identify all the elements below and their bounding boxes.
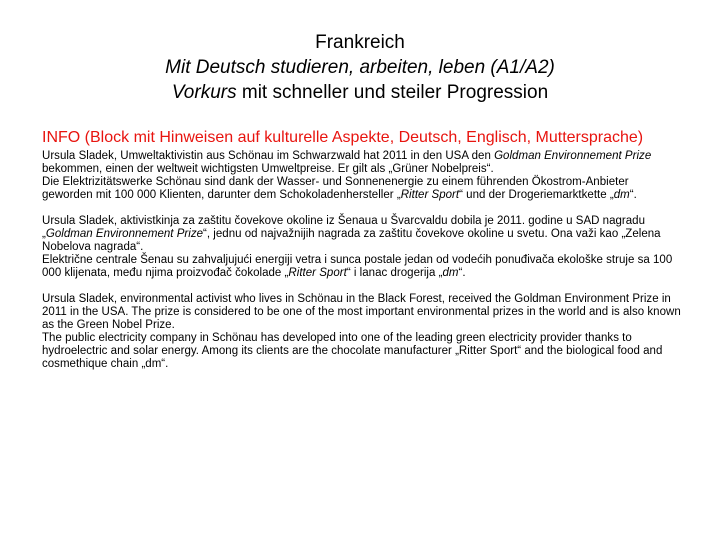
german-paragraph-1 <box>42 150 682 176</box>
text-run: “. <box>458 267 466 279</box>
text-run: “. <box>629 189 637 201</box>
brand-name: Ritter Sport <box>400 189 460 201</box>
text-run: bekommen, einen der weltweit wichtigsten Umweltpreise. Er gilt als „Grüner Nobelpreis“. <box>42 163 494 175</box>
subtitle-vorkurs: Vorkurs <box>171 82 237 103</box>
serbian-paragraph-1 <box>42 215 682 254</box>
brand-name: dm <box>442 267 459 279</box>
text-run: Ursula Sladek, aktivistkinja za zaštitu čovekove okoline iz Šenaua u Švarcvaldu dobila je 2011. godine u SAD nagradu „ <box>42 215 646 240</box>
prize-name: Goldman Environnement Prize <box>494 150 652 162</box>
german-paragraph-2 <box>42 176 682 202</box>
text-run: Die Elektrizitätswerke Schönau sind dank der Wasser- und Sonnenenergie zu einem führenden Ökostrom-Anbieter geworden mit 100 000 Klienten, darunter dem Schokoladenhersteller „ <box>42 176 629 201</box>
english-paragraph-1: Ursula Sladek, environmental activist who lives in Schönau in the Black Forest, received the Goldman Environment Prize in 2011 in the USA. The prize is considered to be one of the most important environmental prizes in the world and is also known as the Green Nobel Prize. <box>42 293 681 331</box>
serbian-paragraph-2 <box>42 254 682 280</box>
title-subtitle <box>40 80 680 105</box>
title-course-name: Mit Deutsch studieren, arbeiten, leben (A1/A2) <box>165 57 555 78</box>
title-country: Frankreich <box>315 32 405 53</box>
prize-name: Goldman Environnement Prize <box>45 228 204 240</box>
spacer <box>42 202 682 215</box>
text-run: Električne centrale Šenau su zahvaljujući energiji vetra i sunca postale jedan od vodećih ponuđivača ekološke struje sa 100 000 klijenata, među njima proizvođač čokolade „ <box>42 254 673 279</box>
brand-name: Ritter Sport <box>288 267 347 279</box>
title-block <box>40 30 680 105</box>
info-heading: INFO (Block mit Hinweisen auf kulturelle Aspekte, Deutsch, Englisch, Muttersprache) <box>42 129 644 146</box>
text-run: “ i lanac drogerija „ <box>346 267 443 279</box>
brand-name: dm <box>613 189 630 201</box>
english-paragraph-2: The public electricity company in Schönau has developed into one of the leading green electricity provider thanks to hydroelectric and solar energy. Among its clients are the chocolate manufacturer „Ritter Sport“ and the biological food and cosmethique chain „dm“. <box>42 332 663 370</box>
text-run: “, jednu od najvažnijih nagrada za zaštitu čovekove okoline u svetu. Ona važi kao „Zelena Nobelova nagrada“. <box>42 228 661 253</box>
content <box>42 128 682 371</box>
subtitle-rest: mit schneller und steiler Progression <box>236 82 549 103</box>
text-run: “ und der Drogeriemarktkette „ <box>459 189 614 201</box>
spacer <box>42 280 682 293</box>
text-run: Ursula Sladek, Umweltaktivistin aus Schönau im Schwarzwald hat 2011 in den USA den <box>42 150 495 162</box>
